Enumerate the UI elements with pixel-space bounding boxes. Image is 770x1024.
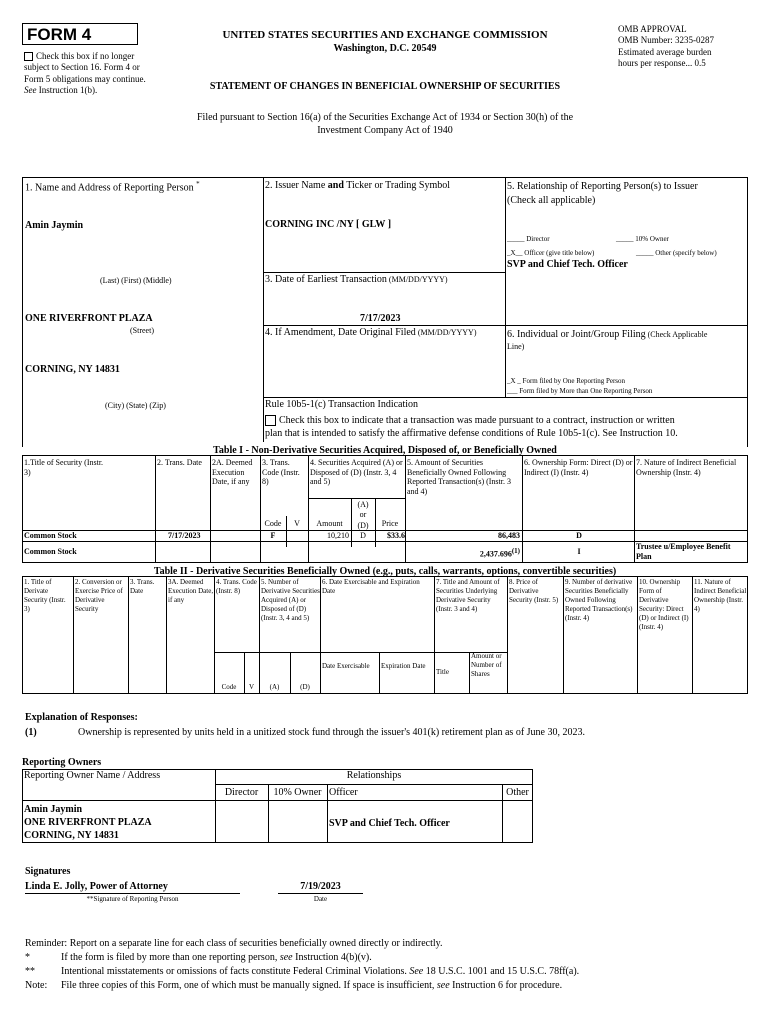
box1-label: 1. Name and Address of Reporting Person * <box>25 180 200 194</box>
form-title: FORM 4 <box>27 25 92 44</box>
reminder-double-asterisk-line: ** Intentional misstatements or omissions of facts constitute Federal Criminal Violations. See 18 U.S.C. 1001 and 15 U.S.C. 78ff(a). <box>25 966 580 977</box>
street-label: (Street) <box>130 326 154 335</box>
other-option[interactable]: _____ Other (specify below) <box>636 249 717 257</box>
t1-v10 <box>634 455 635 563</box>
signature-label: **Signature of Reporting Person <box>86 895 179 903</box>
city-state-zip-label: (City) (State) (Zip) <box>105 401 166 410</box>
last-first-middle-label: (Last) (First) (Middle) <box>100 276 172 285</box>
t1-row1-code: F <box>270 531 276 540</box>
t2-header-form: 10. Ownership Form of Derivative Security: Direct (D) or Indirect (I) (Instr. 4) <box>639 578 689 632</box>
officer-option[interactable]: _X__ Officer (give title below) <box>507 249 595 257</box>
earliest-transaction-date: 7/17/2023 <box>360 313 401 324</box>
t2-header-code: 4. Trans. Code (Instr. 8) <box>216 578 257 596</box>
signature-date: 7/19/2023 <box>278 881 363 894</box>
t1-row2-nature: Trustee u/Employee Benefit Plan <box>636 542 731 561</box>
t1-sub-amount: Amount <box>316 519 343 528</box>
ro-col-officer: Officer <box>329 787 358 798</box>
issuer-name: CORNING INC /NY [ GLW ] <box>265 219 392 230</box>
t2-sub-code: Code <box>221 683 237 691</box>
t2-v14 <box>637 576 638 694</box>
reporting-person-street: ONE RIVERFRONT PLAZA <box>25 313 153 324</box>
ro-v3 <box>327 784 328 843</box>
box3-label: 3. Date of Earliest Transaction (MM/DD/YYYY) <box>265 274 448 285</box>
t2-sub-d: (D) <box>300 683 310 691</box>
divider-col2b <box>505 325 506 397</box>
footnote-1-ref[interactable]: (1) <box>511 547 520 555</box>
t1-sub-price: Price <box>381 519 399 528</box>
t1-row1-date: 7/17/2023 <box>168 531 201 540</box>
t2-header-number: 5. Number of Derivative Securities Acquired (A) or Disposed of (D) (Instr. 3, 4 and 5) <box>261 578 320 623</box>
t1-header-code: 3. Trans. Code (Instr. 8) <box>262 458 300 487</box>
t1-sub-code: Code <box>264 519 282 528</box>
signatures-heading: Signatures <box>25 866 71 877</box>
divider-col1 <box>263 177 264 442</box>
explanation-heading: Explanation of Responses: <box>25 712 138 723</box>
one-reporting-person-option[interactable]: _X _ Form filed by One Reporting Person <box>507 377 626 385</box>
statement-title: STATEMENT OF CHANGES IN BENEFICIAL OWNERSHIP OF SECURITIES <box>209 81 561 92</box>
ro-col-director: Director <box>224 787 259 798</box>
ro-col-relationships: Relationships <box>346 770 402 781</box>
t1-row1-amount: 10,210 <box>327 531 349 540</box>
reminder-note-line: Note: File three copies of this Form, one of which must be manually signed. If space is insufficient, see Instruction 6 for procedure. <box>25 980 563 991</box>
t1-row2-owned: 2,437.696$^{(1)}$ <box>479 547 520 559</box>
footnote-1-text: Ownership is represented by units held in a unitized stock fund through the issuer's 401(k) retirement plan as of June 30, 2023. <box>78 727 585 738</box>
table1-title: Table I - Non-Derivative Securities Acquired, Disposed of, or Beneficially Owned <box>213 445 557 456</box>
t2-sub-amount: Amount or Number of Shares <box>471 652 502 679</box>
t1-row1-owned: 86,483 <box>498 531 520 540</box>
reminder-block <box>25 937 750 993</box>
t1-row1-price: $33.6 <box>387 531 405 540</box>
line-rule-top <box>263 397 748 398</box>
t2-v13 <box>563 576 564 694</box>
reporting-owners-heading: Reporting Owners <box>22 757 102 768</box>
no-longer-subject-checkbox-text: Check this box if no longer subject to Section 16. Form 4 or Form 5 obligations may continue. See Instruction 1(b). <box>24 51 146 95</box>
t1-h-a <box>308 498 405 499</box>
box6-label: 6. Individual or Joint/Group Filing (Check Applicable Line) <box>507 329 708 351</box>
rule-10b5-label: Rule 10b5-1(c) Transaction Indication <box>265 399 419 410</box>
t1-header-title: 1.Title of Security (Instr. 3) <box>24 458 104 477</box>
multiple-reporting-persons-option[interactable]: ___ Form filed by More than One Reporting Person <box>507 387 653 395</box>
ro-col-other: Other <box>506 787 529 798</box>
no-longer-subject-checkbox[interactable] <box>24 52 33 61</box>
t2-h-sub <box>214 652 507 653</box>
t1-header-acquired: 4. Securities Acquired (A) or Disposed of (D) (Instr. 3, 4 and 5) <box>310 458 403 487</box>
reporting-person-city: CORNING, NY 14831 <box>25 364 120 375</box>
t2-v2 <box>128 576 129 694</box>
t1-row1-title: Common Stock <box>24 531 77 540</box>
t2-header-date: 3. Trans. Date <box>130 578 155 596</box>
form-title-box <box>22 23 138 45</box>
ro-h2 <box>22 800 533 801</box>
signature-date-label: Date <box>313 895 328 903</box>
director-option[interactable]: _____ Director <box>507 235 550 243</box>
t2-v6 <box>259 576 260 694</box>
t1-header-owned: 5. Amount of Securities Beneficially Owned Following Reported Transaction(s) (Instr. 3 and 4) <box>407 458 511 496</box>
t2-header-deemed: 3A. Deemed Execution Date, if any <box>168 578 214 605</box>
t1-row2-title: Common Stock <box>24 547 77 556</box>
t2-v9 <box>379 652 380 694</box>
t1-v2 <box>210 455 211 563</box>
filed-pursuant: Filed pursuant to Section 16(a) of the Securities Exchange Act of 1934 or Section 30(h) of the Investment Company Act of 1940 <box>196 112 574 136</box>
box2-label: 2. Issuer Name and Ticker or Trading Symbol <box>265 180 451 191</box>
t2-header-exercisable: 6. Date Exercisable and Expiration Date <box>322 578 420 596</box>
signature-name: Linda E. Jolly, Power of Attorney <box>25 881 240 894</box>
ro-col-ten-pct: 10% Owner <box>273 787 322 798</box>
footnote-1-number: (1) <box>25 727 37 738</box>
agency-location: Washington, D.C. 20549 <box>333 43 437 54</box>
t1-header-deemed: 2A. Deemed Execution Date, if any <box>212 458 253 487</box>
t2-v3 <box>166 576 167 694</box>
agency-name: UNITED STATES SECURITIES AND EXCHANGE COMMISSION <box>222 29 548 41</box>
t2-header-title: 1. Title of Derivate Security (Instr. 3) <box>24 578 66 614</box>
officer-title: SVP and Chief Tech. Officer <box>507 259 628 270</box>
ro-officer-title: SVP and Chief Tech. Officer <box>329 818 450 829</box>
t2-sub-a: (A) <box>269 683 280 691</box>
t1-header-date: 2. Trans. Date <box>157 458 202 467</box>
t1-row2-form: I <box>577 547 581 556</box>
t1-v1 <box>155 455 156 563</box>
t1-v8 <box>405 455 406 563</box>
t2-v8 <box>320 576 321 694</box>
ro-h1 <box>215 784 533 785</box>
t2-v11 <box>469 652 470 694</box>
t1-row1-aord: D <box>360 531 366 540</box>
t2-v4 <box>214 576 215 694</box>
t2-v1 <box>73 576 74 694</box>
t1-sub-v: V <box>294 519 300 528</box>
t2-v12 <box>507 576 508 694</box>
divider-col2 <box>505 177 506 325</box>
t2-header-nature: 11. Nature of Indirect Beneficial Ownership (Instr. 4) <box>694 578 747 614</box>
ro-owner-name: Amin Jaymin ONE RIVERFRONT PLAZA CORNING, NY 14831 <box>24 804 152 841</box>
box5-label: 5. Relationship of Reporting Person(s) to Issuer (Check all applicable) <box>507 181 698 206</box>
table2-title: Table II - Derivative Securities Beneficially Owned (e.g., puts, calls, warrants, options, convertible securities) <box>153 566 617 577</box>
rule-10b5-checkbox[interactable] <box>265 415 276 426</box>
reporting-person-name: Amin Jaymin <box>25 220 84 231</box>
t1-header-form: 6. Ownership Form: Direct (D) or Indirect (I) (Instr. 4) <box>524 458 633 477</box>
line-box4-top <box>263 325 748 326</box>
line-box3-top <box>263 272 506 273</box>
ro-col-name: Reporting Owner Name / Address <box>24 770 161 781</box>
t2-sub-title: Title <box>436 668 449 676</box>
t1-v9 <box>522 455 523 563</box>
ten-pct-owner-option[interactable]: _____ 10% Owner <box>616 235 669 243</box>
t2-header-conversion: 2. Conversion or Exercise Price of Derivative Security <box>75 578 123 614</box>
t2-v10 <box>434 576 435 694</box>
reminder-asterisk-line: * If the form is filed by more than one reporting person, see Instruction 4(b)(v). <box>25 952 372 963</box>
t2-header-underlying: 7. Title and Amount of Securities Underlying Derivative Security (Instr. 3 and 4) <box>436 578 500 614</box>
t2-v15 <box>692 576 693 694</box>
box4-label: 4. If Amendment, Date Original Filed (MM/DD/YYYY) <box>265 327 477 338</box>
t1-row1-form: D <box>576 531 582 540</box>
reminder-line: Reminder: Report on a separate line for each class of securities beneficially owned directly or indirectly. <box>25 938 443 949</box>
t2-sub-v: V <box>248 683 255 691</box>
t1-v5 <box>308 455 309 563</box>
t2-sub-date-exercisable: Date Exercisable <box>322 662 370 670</box>
rule-10b5-text: Check this box to indicate that a transaction was made pursuant to a contract, instruction or written plan that is intended to satisfy the affirmative defense conditions of Rule 10b5-1(c). See Instruction 10. <box>265 415 678 439</box>
omb-approval: OMB APPROVAL OMB Number: 3235-0287 Estimated average burden hours per response... 0.5 <box>618 24 714 68</box>
t2-sub-expiration: Expiration Date <box>381 662 426 670</box>
t1-sub-aord: (A) or (D) <box>357 500 369 530</box>
t2-header-price: 8. Price of Derivative Security (Instr. 5) <box>509 578 559 605</box>
t1-header-nature: 7. Nature of Indirect Beneficial Ownership (Instr. 4) <box>636 458 737 477</box>
t2-header-owned: 9. Number of derivative Securities Beneficially Owned Following Reported Transaction(s) (Instr. 4) <box>565 578 633 623</box>
